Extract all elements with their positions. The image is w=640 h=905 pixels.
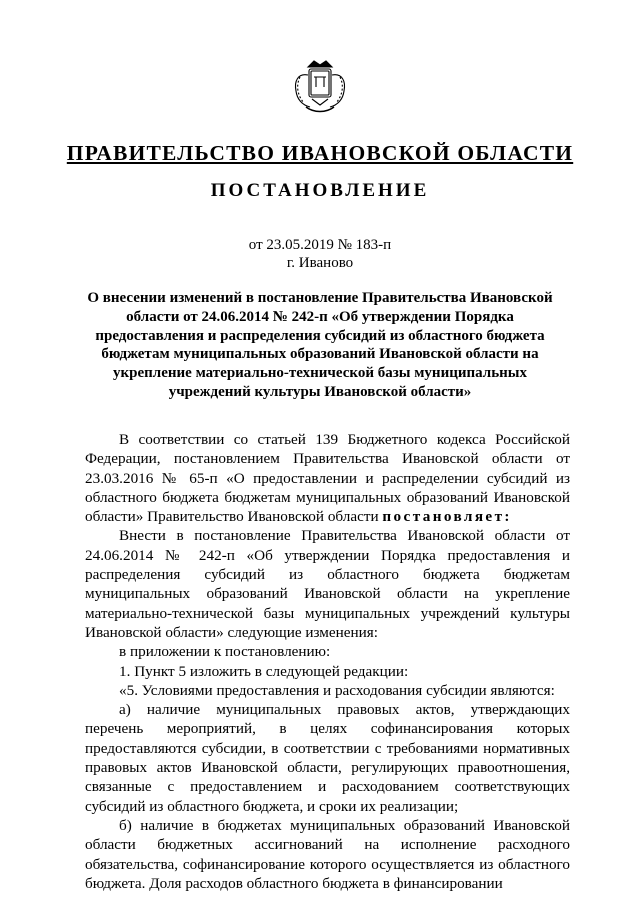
body-paragraph: в приложении к постановлению: [119,643,331,661]
document-type-heading: ПОСТАНОВЛЕНИЕ [210,180,430,201]
body-paragraph: Внести в постановление Правительства Ивановской области от 24.06.2014 № 242-п «Об утверждении Порядка предоставления и распределения субсидий из областного бюджета бюджетам муниципальных образований Ивановской области на укрепление материально-технической базы муниципальных учреждений культуры Ивановской области» следующие изменения: [85,527,570,641]
coat-of-arms-emblem [288,55,352,119]
resolves-emphasis: постановляет: [382,508,512,526]
body-paragraph-text: В соответствии со статьей 139 Бюджетного кодекса Российской Федерации, постановлением Правительства Ивановской области от 23.03.2016 № 65-п «О предоставлении и распределении субсидий из областного бюджета бюджетам муниципальных образований Ивановской области» Правительство Ивановской области [85,431,570,526]
body-paragraph: 1. Пункт 5 изложить в следующей редакции: [119,662,409,680]
document-body [85,430,570,893]
body-paragraph: «5. Условиями предоставления и расходования субсидии являются: [119,681,555,699]
date-number-line: от 23.05.2019 № 183-п [248,237,392,253]
body-paragraph: б) наличие в бюджетах муниципальных образований Ивановской области бюджетных ассигнований на исполнение расходного обязательства, софинансирование которого осуществляется из областного бюджета. Доля расходов областного бюджета в финансировании [85,816,570,892]
body-paragraph [85,430,570,526]
city-line: г. Иваново [286,255,354,271]
body-paragraph: а) наличие муниципальных правовых актов, утверждающих перечень мероприятий, в целях софинансирования которых предоставляются субсидии, в соответствии с требованиями нормативных правовых актов Ивановской области, регулирующих правоотношения, связанные с предоставлением и расходованием соответствующих субсидий из областного бюджета, и сроки их реализации; [85,701,570,815]
document-title: О внесении изменений в постановление Правительства Ивановской области от 24.06.2014 № 242-п «Об утверждении Порядка предоставления и распределения субсидий из областного бюджета бюджетам муниципальных образований Ивановской области на укрепление материально-технической базы муниципальных учреждений культуры Ивановской области» [87,290,553,400]
government-heading: ПРАВИТЕЛЬСТВО ИВАНОВСКОЙ ОБЛАСТИ [66,141,574,165]
